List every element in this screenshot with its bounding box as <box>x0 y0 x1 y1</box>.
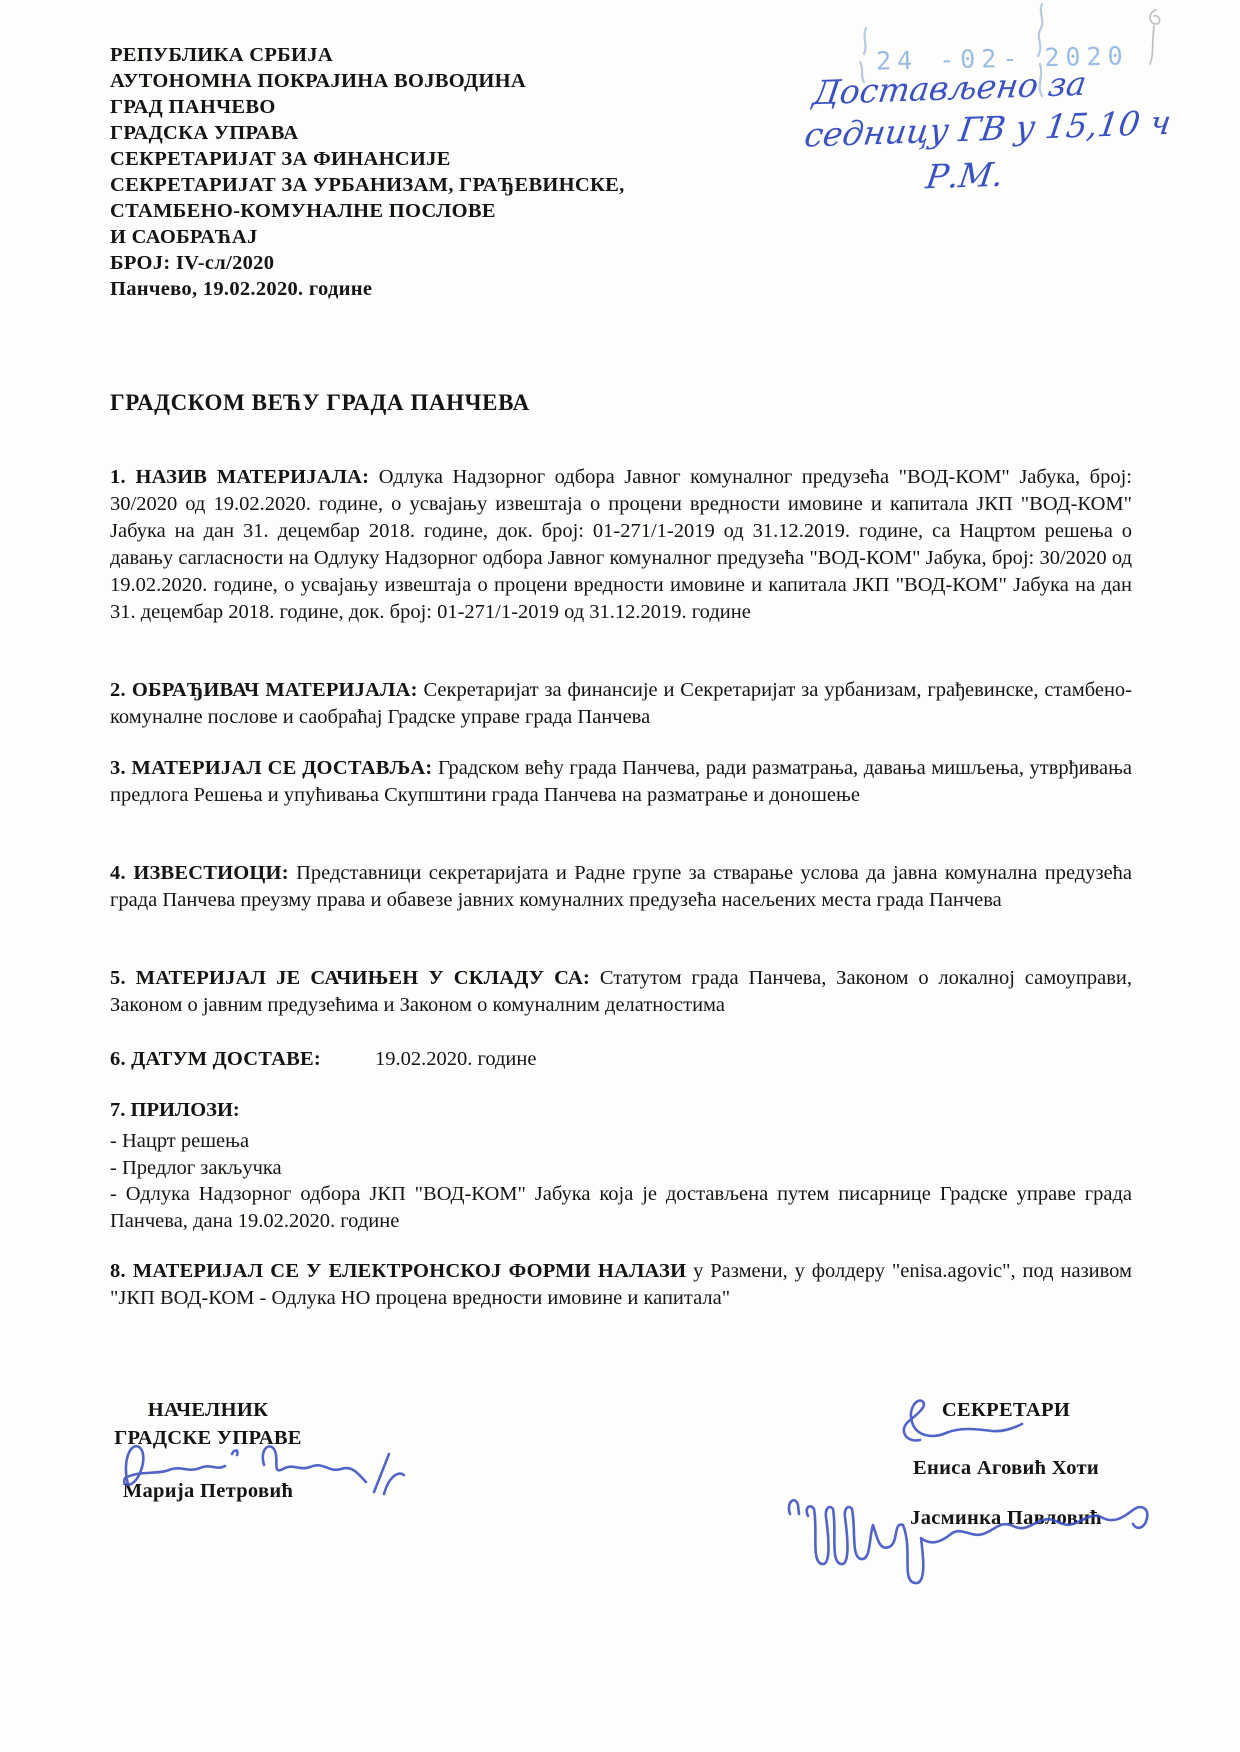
section-4-text: Представници секретаријата и Радне групе за стварање услова да јавна комунална предузећа града Панчева преузму права и обавезе јавних комуналних предузећа насељених места града Панчева <box>110 862 1133 911</box>
letterhead-line-republic: РЕПУБЛИКА СРБИЈА <box>110 44 333 66</box>
section-8-elektronska-forma <box>110 1258 1132 1312</box>
attachment-item-1: - Нацрт решења <box>110 1130 250 1152</box>
section-3-text: Градском већу града Панчева, ради разматрања, давања мишљења, утврђивања предлога Решења и упућивања Скупштини града Панчева на разматрање и доношење <box>110 757 1132 806</box>
letterhead-line-province: АУТОНОМНА ПОКРАЈИНА ВОЈВОДИНА <box>110 70 527 92</box>
left-signer-title-line-2: ГРАДСКЕ УПРАВЕ <box>114 1427 302 1449</box>
signature-jasminka-pavlovic <box>780 1490 1175 1595</box>
attachment-item-3: - Одлука Надзорног одбора ЈКП "ВОД-КОМ" Јабука која је достављена путем писарнице Градске управе града Панчева, дана 19.02.2020. године <box>110 1183 1132 1232</box>
letterhead-line-communal: СТАМБЕНО-КОМУНАЛНЕ ПОСЛОВЕ <box>110 200 496 222</box>
letterhead-line-secretariat-finance: СЕКРЕТАРИЈАТ ЗА ФИНАНСИЈЕ <box>110 148 451 170</box>
letterhead-line-secretariat-urbanism: СЕКРЕТАРИЈАТ ЗА УРБАНИЗАМ, ГРАЂЕВИНСКЕ, <box>110 174 625 196</box>
section-3-dostavlja <box>110 755 1132 809</box>
section-4-label: 4. ИЗВЕСТИОЦИ: <box>110 862 289 884</box>
section-8-label: 8. МАТЕРИЈАЛ СЕ У ЕЛЕКТРОНСКОЈ ФОРМИ НАЛАЗИ <box>110 1260 687 1282</box>
right-signers-title: СЕКРЕТАРИ <box>941 1399 1071 1421</box>
date-stamp: 24 -02- 2020 <box>875 41 1129 76</box>
letterhead-line-admin: ГРАДСКА УПРАВА <box>110 122 299 144</box>
handwritten-note-line-1: Достављено за <box>810 63 1089 113</box>
section-6-datum-dostave <box>110 1046 1132 1073</box>
letterhead-line-city: ГРАД ПАНЧЕВО <box>110 96 276 118</box>
section-5-text: Статутом града Панчева, Законом о локалној самоуправи, Законом о јавним предузећима и Законом о комуналним делатностима <box>110 967 1132 1016</box>
letterhead-line-traffic: И САОБРАЋАЈ <box>110 226 258 248</box>
handwritten-note-line-2: седницу ГВ у 15,10 ч <box>802 102 1174 155</box>
signer-name-enisa-agovic-hoti: Ениса Аговић Хоти <box>913 1457 1099 1479</box>
section-1-naziv-materijala <box>110 464 1132 626</box>
section-1-label: 1. НАЗИВ МАТЕРИЈАЛА: <box>110 466 370 488</box>
signer-name-jasminka-pavlovic: Јасминка Павловић <box>910 1507 1102 1529</box>
attachment-item-2: - Предлог закључка <box>110 1156 282 1179</box>
signature-enisa-agovic-hoti <box>886 1398 1026 1452</box>
section-1-text: Одлука Надзорног одбора Јавног комуналног предузећа "ВОД-КОМ" Јабука, број: 30/2020 од 19.02.2020. године, о усвајању извештаја о процени вредности имовине и капитала ЈКП "ВОД-КОМ" Јабука на дан 31. децембар 2018. године, док. број: 01-271/1-2019 од 31.12.2019. године, са Нацртом решења о давању сагласности на Одлуку Надзорног одбора Јавног комуналног предузећа "ВОД-КОМ" Јабука, број: 30/2020 од 19.02.2020. године, о усвајању извештаја о процени вредности имовине и капитала ЈКП "ВОД-КОМ" Јабука на дан 31. децембар 2018. године, док. број: 01-271/1-2019 од 31.12.2019. године <box>110 466 1132 623</box>
left-signer-title-line-1: НАЧЕЛНИК <box>147 1399 269 1421</box>
handwritten-note-initials: Р.М. <box>923 154 1007 197</box>
section-6-label: 6. ДАТУМ ДОСТАВЕ: <box>110 1048 321 1070</box>
section-8-text: у Размени, у фолдеру "enisa.agovic", под називом "ЈКП ВОД-КОМ - Одлука НО процена вредности имовине и капитала" <box>110 1260 1133 1309</box>
section-6-date-value: 19.02.2020. године <box>374 1048 537 1070</box>
section-5-label: 5. МАТЕРИЈАЛ ЈЕ САЧИЊЕН У СКЛАДУ СА: <box>110 967 591 989</box>
section-4-izvestioci <box>110 860 1132 914</box>
signature-marija-petrovic <box>112 1434 412 1508</box>
left-signer-name: Марија Петровић <box>122 1480 294 1502</box>
addressee-title: ГРАДСКОМ ВЕЋУ ГРАДА ПАНЧЕВА <box>110 390 530 415</box>
place-and-date: Панчево, 19.02.2020. године <box>110 278 373 300</box>
section-3-label: 3. МАТЕРИЈАЛ СЕ ДОСТАВЉА: <box>110 757 433 779</box>
section-2-text: Секретаријат за финансије и Секретаријат за урбанизам, грађевинске, стамбено-комуналне послове и саобраћај Градске управе града Панчева <box>110 679 1133 728</box>
section-5-u-skladu-sa <box>110 965 1132 1019</box>
document-number: БРОЈ: IV-сл/2020 <box>110 252 275 274</box>
handwritten-note <box>0 0 1240 252</box>
section-2-label: 2. ОБРАЂИВАЧ МАТЕРИЈАЛА: <box>110 679 418 701</box>
attachments-list <box>110 1128 1132 1234</box>
section-7-prilozi-label: 7. ПРИЛОЗИ: <box>110 1099 240 1121</box>
section-2-obradjivac <box>110 677 1132 731</box>
